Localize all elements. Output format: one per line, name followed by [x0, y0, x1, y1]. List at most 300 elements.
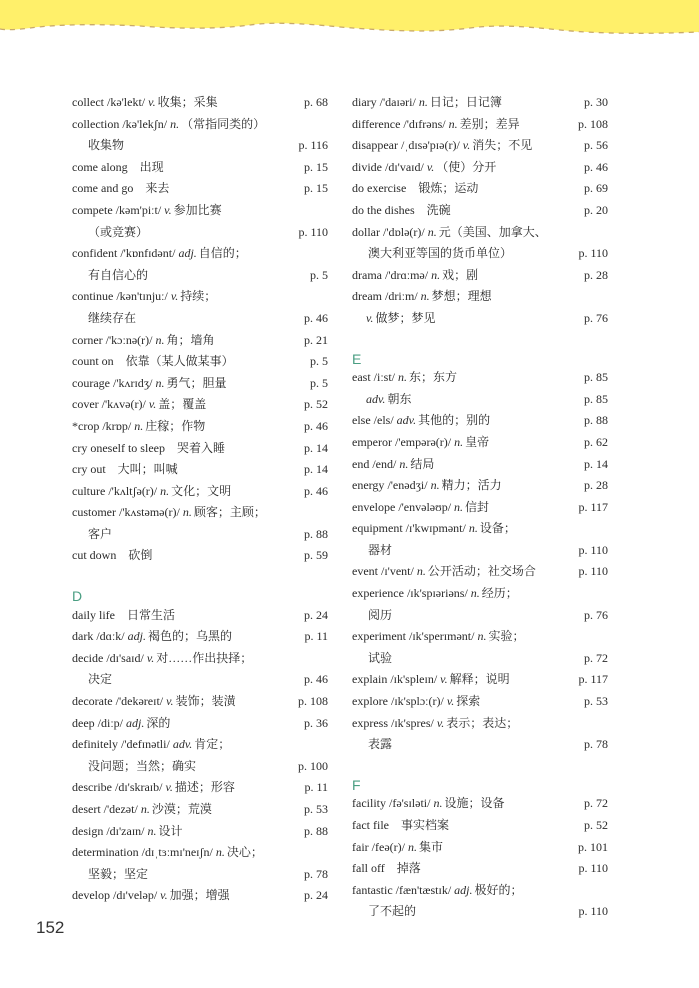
part-of-speech: n.: [420, 289, 430, 304]
glossary-entry: [72, 626, 328, 648]
glossary-entry: [72, 394, 328, 416]
chinese-definition: 肯定；: [194, 737, 231, 752]
entry-line: [72, 459, 328, 481]
chinese-definition: 坚毅；坚定: [88, 866, 149, 881]
part-of-speech: v.: [366, 310, 374, 325]
entry-line: [72, 545, 328, 567]
headword: desert: [72, 802, 101, 816]
chinese-definition: 解释；说明: [449, 672, 510, 687]
part-of-speech: v.: [436, 715, 445, 730]
entry-line: [352, 200, 608, 222]
glossary-entry: [352, 669, 608, 691]
entry-continuation-line: [72, 669, 328, 691]
entry-line: [72, 799, 328, 821]
chinese-definition: 戏；剧: [442, 267, 479, 282]
headword: divide: [352, 159, 382, 174]
chinese-definition: 表露: [368, 737, 393, 752]
entry-continuation-line: [352, 605, 608, 627]
headword: disappear: [352, 138, 398, 153]
page-reference: p. 85: [584, 391, 608, 406]
chinese-definition: 澳大利亚等国的货币单位）: [368, 246, 513, 261]
glossary-entry: [72, 438, 328, 460]
entry-continuation-line: [352, 648, 608, 670]
chinese-definition: 沙漠；荒漠: [151, 802, 212, 816]
headword: drama: [352, 267, 382, 282]
entry-line: [72, 243, 328, 265]
page-reference: p. 68: [304, 95, 328, 109]
page-reference: p. 24: [304, 888, 328, 903]
entry-line: [72, 691, 328, 713]
chinese-definition: 文化；文明: [171, 483, 232, 498]
chinese-definition: 出现: [139, 159, 164, 174]
page-reference: p. 56: [584, 138, 608, 153]
entry-line: [72, 626, 328, 648]
glossary-entry: [72, 502, 328, 545]
phonetic: /diːp/: [97, 715, 123, 730]
entry-continuation-line: [352, 901, 608, 923]
glossary-entry: [352, 265, 608, 287]
page-reference: p. 46: [584, 159, 608, 174]
entry-line: [72, 330, 328, 352]
chinese-definition: 探索: [456, 694, 481, 709]
glossary-entry: [352, 454, 608, 476]
phonetic: /'kʌrɪdʒ/: [112, 375, 153, 390]
headword: collect: [72, 95, 104, 109]
glossary-entry: [72, 114, 328, 157]
glossary-entry: [72, 157, 328, 179]
glossary-entry: [352, 475, 608, 497]
page-reference: p. 5: [310, 354, 328, 369]
glossary-entry: [352, 837, 608, 859]
part-of-speech: adj.: [178, 246, 197, 261]
phonetic: /els/: [373, 413, 394, 428]
entry-line: [72, 351, 328, 373]
part-of-speech: n.: [433, 796, 443, 811]
part-of-speech: n.: [468, 521, 478, 536]
headword: end: [352, 456, 370, 471]
entry-continuation-line: [72, 265, 328, 287]
chinese-definition: 收集；采集: [157, 95, 218, 109]
entry-line: [352, 837, 608, 859]
part-of-speech: n.: [454, 499, 464, 514]
entry-line: [352, 518, 608, 540]
chinese-definition: 自信的；: [198, 246, 247, 261]
page-reference: p. 46: [304, 483, 328, 498]
page-reference: p. 14: [304, 440, 328, 455]
headword: equipment: [352, 521, 403, 536]
part-of-speech: n.: [407, 839, 417, 854]
entry-line: [352, 432, 608, 454]
entry-continuation-line: [72, 135, 328, 157]
entry-line: [72, 777, 328, 799]
chinese-definition: 其他的；别的: [418, 413, 491, 428]
entry-continuation-line: [352, 308, 608, 330]
chinese-definition: 设计: [158, 823, 183, 838]
chinese-definition: 极好的；: [474, 882, 523, 897]
part-of-speech: adj.: [126, 715, 145, 730]
entry-line: [352, 157, 608, 179]
chinese-definition: 哭着入睡: [176, 440, 225, 455]
phonetic: /'envələʊp/: [398, 499, 452, 514]
phonetic: /ɪk'spleɪn/: [390, 672, 438, 687]
entry-line: [352, 858, 608, 880]
chinese-definition: 客户: [88, 526, 113, 541]
chinese-definition: 试验: [368, 650, 393, 665]
entry-line: [352, 713, 608, 735]
headword: experiment: [352, 629, 406, 644]
chinese-definition: 收集物: [88, 138, 125, 153]
page-reference: p. 5: [310, 267, 328, 282]
part-of-speech: v.: [426, 159, 435, 174]
part-of-speech: n.: [427, 224, 437, 239]
glossary-entry: [352, 92, 608, 114]
chinese-definition: 设施；设备: [444, 796, 505, 811]
entry-line: [352, 497, 608, 519]
page-reference: p. 110: [578, 246, 608, 261]
glossary-entry: [72, 605, 328, 627]
entry-line: [72, 734, 328, 756]
phonetic: /kəm'piːt/: [115, 202, 162, 217]
page-reference: p. 110: [578, 904, 608, 919]
chinese-definition: 结局: [410, 456, 435, 471]
phonetic: /feə(r)/: [371, 839, 405, 854]
phonetic: /'kɒnfɪdənt/: [120, 246, 176, 261]
glossary-entry: [72, 885, 328, 907]
phonetic: /ɪ'kwɪpmənt/: [405, 521, 466, 536]
phonetic: /dɪ'zaɪn/: [106, 823, 145, 838]
part-of-speech: n.: [134, 418, 144, 433]
glossary-entry: [352, 880, 608, 923]
page-reference: p. 46: [304, 418, 328, 433]
chinese-definition: 信封: [465, 499, 490, 514]
glossary-entry: [352, 200, 608, 222]
part-of-speech: n.: [431, 267, 441, 282]
page-reference: p. 76: [584, 310, 608, 325]
part-of-speech: n.: [454, 434, 464, 449]
phonetic: /dɪˌtɜːmɪ'neɪʃn/: [141, 845, 213, 860]
page-reference: p. 110: [578, 564, 608, 579]
page-reference: p. 110: [578, 542, 608, 557]
glossary-entry: [352, 518, 608, 561]
entry-line: [352, 92, 608, 114]
headword: describe: [72, 780, 112, 795]
chinese-definition: （或竞赛）: [88, 224, 149, 239]
page-reference: p. 11: [304, 780, 328, 795]
part-of-speech: adv.: [366, 391, 386, 406]
headword: do the dishes: [352, 202, 415, 217]
page-reference: p. 46: [304, 310, 328, 325]
headword: definitely: [72, 737, 118, 752]
entry-line: [72, 605, 328, 627]
part-of-speech: adj.: [127, 629, 146, 644]
part-of-speech: n.: [398, 370, 407, 385]
chinese-definition: 梦想；理想: [431, 289, 492, 304]
chinese-definition: 加强；增强: [169, 888, 230, 903]
entry-line: [72, 200, 328, 222]
page-reference: p. 101: [578, 839, 608, 854]
chinese-definition: 皇帝: [465, 434, 490, 449]
phonetic: /krɒp/: [102, 418, 132, 433]
headword: decorate: [72, 694, 113, 709]
headword: cry oneself to sleep: [72, 440, 165, 455]
headword: experience: [352, 586, 404, 601]
page-reference: p. 85: [584, 370, 608, 385]
headword: come and go: [72, 181, 134, 196]
section-letter: F: [352, 776, 361, 793]
part-of-speech: v.: [146, 650, 155, 665]
headword: fall off: [352, 861, 385, 876]
part-of-speech: v.: [160, 888, 168, 903]
glossary-entry: [72, 330, 328, 352]
page-reference: p. 100: [298, 758, 328, 773]
phonetic: /'kʌltʃə(r)/: [108, 483, 158, 498]
glossary-entry: [72, 691, 328, 713]
page-reference: p. 78: [304, 866, 328, 881]
chinese-definition: 持续；: [180, 289, 217, 304]
headword: design: [72, 823, 104, 838]
headword: *crop: [72, 418, 100, 433]
page-reference: p. 110: [578, 861, 608, 876]
part-of-speech: n.: [160, 483, 170, 498]
phonetic: /fə'sɪləti/: [388, 796, 431, 811]
page-reference: p. 110: [298, 224, 328, 239]
entry-line: [72, 157, 328, 179]
chinese-definition: 没问题；当然；确实: [88, 758, 197, 773]
phonetic: /'empərə(r)/: [394, 434, 452, 449]
glossary-entry: [72, 243, 328, 286]
phonetic: /'daɪəri/: [379, 95, 416, 109]
phonetic: /kən'tɪnjuː/: [116, 289, 168, 304]
glossary-entry: [352, 178, 608, 200]
glossary-entry: [352, 286, 608, 329]
entry-continuation-line: [72, 864, 328, 886]
chinese-definition: 勇气；胆量: [166, 375, 227, 390]
chinese-definition: （使）分开: [436, 159, 497, 174]
phonetic: /'dekəreɪt/: [115, 694, 164, 709]
page-reference: p. 88: [584, 413, 608, 428]
glossary-entry: [352, 815, 608, 837]
page-number: 152: [36, 918, 65, 937]
part-of-speech: adj.: [454, 882, 473, 897]
headword: corner: [72, 332, 103, 347]
entry-line: [72, 502, 328, 524]
page-reference: p. 72: [584, 796, 608, 811]
entry-line: [72, 416, 328, 438]
chinese-definition: 差别；差异: [459, 116, 520, 131]
entry-continuation-line: [352, 734, 608, 756]
headword: customer: [72, 505, 116, 520]
glossary-entry: [72, 416, 328, 438]
entry-line: [72, 394, 328, 416]
phonetic: /ɪ'vent/: [381, 564, 414, 579]
part-of-speech: v.: [148, 397, 157, 412]
glossary-entry: [72, 373, 328, 395]
glossary-entry: [352, 691, 608, 713]
entry-line: [72, 438, 328, 460]
entry-line: [352, 880, 608, 902]
chinese-definition: 朝东: [387, 391, 412, 406]
chinese-definition: 锻炼；运动: [418, 181, 479, 196]
chinese-definition: 器材: [368, 542, 393, 557]
headword: dream: [352, 289, 382, 304]
headword: diary: [352, 95, 377, 109]
glossary-entry: [72, 545, 328, 567]
headword: determination: [72, 845, 139, 860]
phonetic: /dɪ'veləp/: [113, 888, 158, 903]
headword: dollar: [352, 224, 380, 239]
page-reference: p. 28: [584, 478, 608, 493]
glossary-entry: [72, 734, 328, 777]
part-of-speech: v.: [446, 694, 455, 709]
page-reference: p. 52: [584, 818, 608, 832]
right-column: [352, 92, 608, 923]
headword: explore: [352, 694, 388, 709]
headword: decide: [72, 650, 104, 665]
entry-line: [352, 114, 608, 136]
glossary-entry: [72, 821, 328, 843]
headword: count on: [72, 354, 114, 369]
phonetic: /dɪ'skraɪb/: [114, 780, 163, 795]
glossary-entry: [352, 135, 608, 157]
part-of-speech: n.: [215, 845, 225, 860]
chinese-definition: 来去: [145, 181, 170, 196]
headword: fantastic: [352, 882, 393, 897]
glossary-entry: [72, 351, 328, 373]
glossary-entry: [352, 410, 608, 432]
page-reference: p. 11: [304, 629, 328, 644]
phonetic: /'dezət/: [103, 802, 138, 816]
entry-line: [72, 821, 328, 843]
glossary-entry: [352, 858, 608, 880]
part-of-speech: n.: [155, 375, 165, 390]
glossary-entry: [72, 92, 328, 114]
part-of-speech: adv.: [172, 737, 193, 752]
page-reference: p. 15: [304, 181, 328, 196]
headword: cover: [72, 397, 99, 412]
entry-continuation-line: [352, 243, 608, 265]
part-of-speech: n.: [155, 332, 165, 347]
phonetic: /'kʌstəmə(r)/: [119, 505, 180, 520]
chinese-definition: 事实档案: [400, 818, 449, 832]
chinese-definition: 角；墙角: [166, 332, 215, 347]
entry-line: [352, 222, 608, 244]
phonetic: /dɪ'vaɪd/: [385, 159, 424, 174]
headword: cut down: [72, 548, 117, 563]
glossary-entry: [72, 481, 328, 503]
phonetic: /end/: [372, 456, 397, 471]
page-reference: p. 53: [584, 694, 608, 709]
page-reference: p. 108: [578, 116, 608, 131]
headword: deep: [72, 715, 95, 730]
phonetic: /kə'lekt/: [106, 95, 146, 109]
page-reference: p. 24: [304, 607, 328, 622]
chinese-definition: 东；东方: [409, 370, 458, 385]
part-of-speech: v.: [170, 289, 179, 304]
page-reference: p. 15: [304, 159, 328, 174]
entry-line: [352, 178, 608, 200]
glossary-entry: [352, 793, 608, 815]
phonetic: /'defɪnətli/: [120, 737, 170, 752]
headword: continue: [72, 289, 114, 304]
page-reference: p. 76: [584, 607, 608, 622]
glossary-entry: [352, 497, 608, 519]
glossary-entry: [352, 583, 608, 626]
entry-continuation-line: [72, 308, 328, 330]
chinese-definition: 决定: [88, 672, 113, 687]
entry-continuation-line: [72, 222, 328, 244]
headword: else: [352, 413, 371, 428]
chinese-definition: 设备；: [479, 521, 516, 536]
chinese-definition: 有自信心的: [88, 267, 149, 282]
entry-line: [352, 691, 608, 713]
part-of-speech: n.: [430, 478, 440, 493]
part-of-speech: n.: [182, 505, 192, 520]
phonetic: /'dɒlə(r)/: [383, 224, 425, 239]
glossary-entry: [352, 432, 608, 454]
page-reference: p. 28: [584, 267, 608, 282]
chinese-definition: 做梦；梦见: [375, 310, 436, 325]
chinese-definition: 深的: [146, 715, 171, 730]
chinese-definition: 阅历: [368, 607, 393, 622]
page-reference: p. 5: [310, 375, 328, 390]
page-reference: p. 52: [304, 397, 328, 412]
entry-line: [72, 885, 328, 907]
entry-line: [352, 626, 608, 648]
headword: express: [352, 715, 388, 730]
chinese-definition: 掉落: [396, 861, 421, 876]
phonetic: /kə'lekʃn/: [122, 116, 168, 131]
entry-line: [352, 815, 608, 837]
part-of-speech: n.: [170, 116, 180, 131]
entry-line: [72, 286, 328, 308]
glossary-entry: [72, 200, 328, 243]
chinese-definition: 砍倒: [128, 548, 153, 563]
part-of-speech: v.: [164, 202, 172, 217]
chinese-definition: 装饰；装潢: [175, 694, 236, 709]
chinese-definition: 洗碗: [426, 202, 451, 217]
chinese-definition: 参加比赛: [173, 202, 222, 217]
page-reference: p. 69: [584, 181, 608, 196]
entry-line: [72, 713, 328, 735]
header-decoration-band: [0, 0, 699, 50]
page-reference: p. 30: [584, 95, 608, 109]
headword: event: [352, 564, 378, 579]
phonetic: /dɑːk/: [96, 629, 125, 644]
phonetic: /ɪk'splɔː(r)/: [390, 694, 444, 709]
headword: culture: [72, 483, 106, 498]
headword: courage: [72, 375, 110, 390]
chinese-definition: 顾客；主顾；: [193, 505, 266, 520]
entry-line: [72, 114, 328, 136]
headword: collection: [72, 116, 120, 131]
left-column: [72, 92, 328, 907]
page-reference: p. 14: [584, 456, 608, 471]
phonetic: /ɪk'spɪəriəns/: [406, 586, 468, 601]
entry-line: [352, 583, 608, 605]
headword: difference: [352, 116, 401, 131]
phonetic: /'kʌvə(r)/: [101, 397, 146, 412]
chinese-definition: 大叫；叫喊: [117, 462, 178, 477]
entry-line: [72, 92, 328, 114]
chinese-definition: 精力；活力: [441, 478, 502, 493]
page-reference: p. 78: [584, 737, 608, 752]
chinese-definition: 了不起的: [368, 904, 417, 919]
entry-continuation-line: [72, 524, 328, 546]
chinese-definition: 庄稼；作物: [145, 418, 206, 433]
chinese-definition: 集市: [418, 839, 443, 854]
part-of-speech: n.: [147, 823, 157, 838]
entry-line: [352, 367, 608, 389]
